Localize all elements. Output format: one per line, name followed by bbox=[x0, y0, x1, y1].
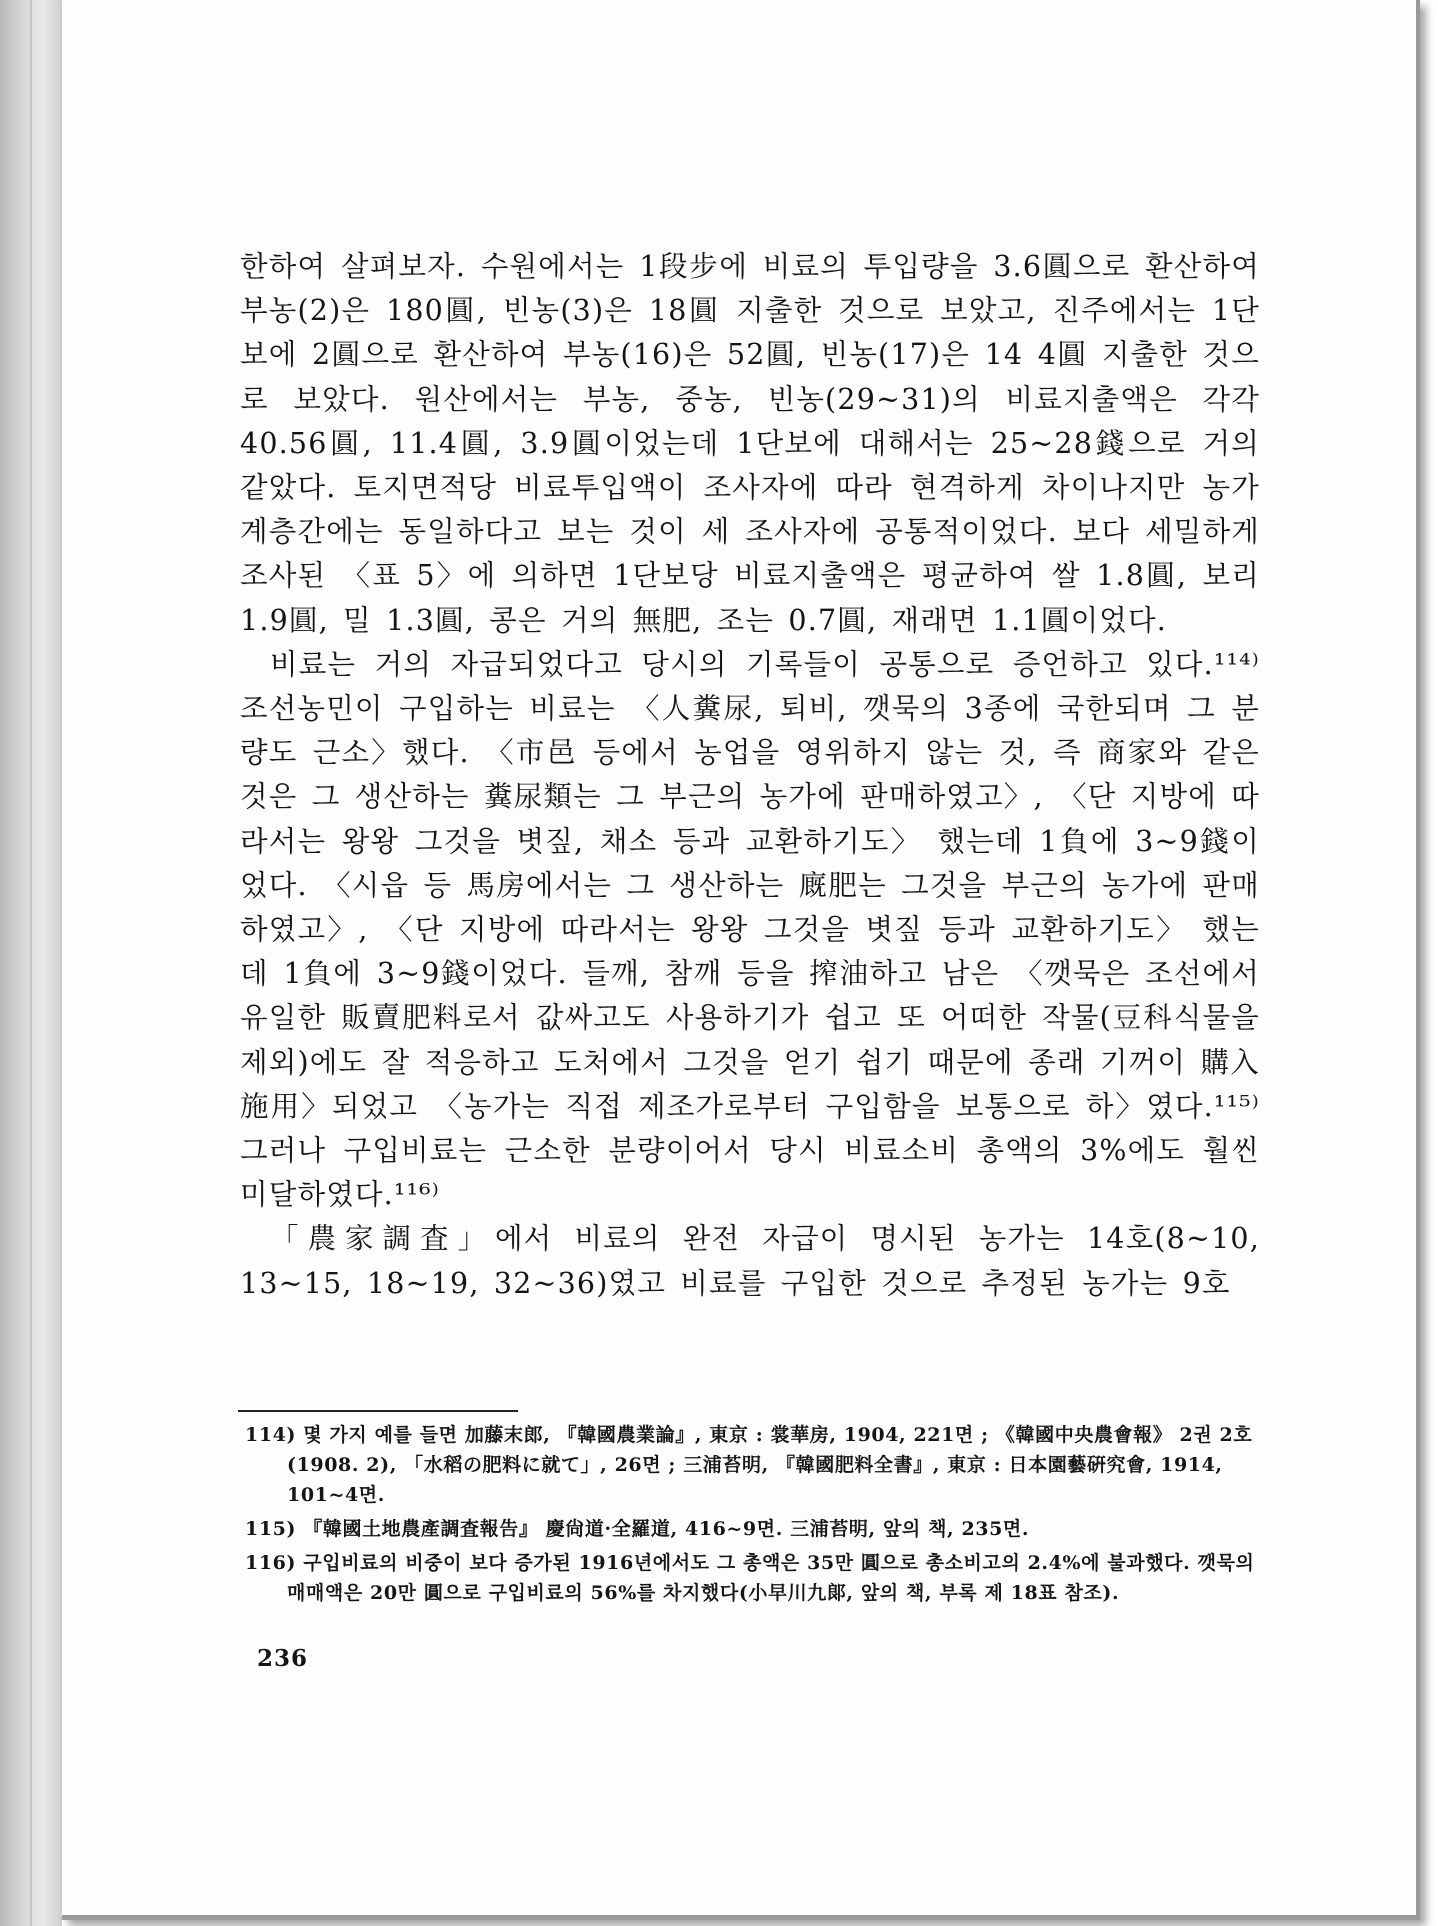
footnote-115 bbox=[245, 1514, 1255, 1544]
page-edge-line bbox=[30, 0, 32, 1926]
footnote-text: 『韓國土地農產調査報告』 慶尙道·全羅道, 416~9면. 三浦苔明, 앞의 책, 235면. bbox=[303, 1518, 1030, 1540]
body-text bbox=[240, 245, 1260, 1306]
footnote-number: 116) bbox=[245, 1552, 297, 1574]
body-paragraph-2: 비료는 거의 자급되었다고 당시의 기록들이 공통으로 증언하고 있다.¹¹⁴⁾ 조선농민이 구입하는 비료는 〈人糞尿, 퇴비, 깻묵의 3종에 국한되며 그 분량도 근소〉했다. 〈市邑 등에서 농업을 영위하지 않는 것, 즉 商家와 같은 것은 그 생산하는 糞尿類는 그 부근의 농가에 판매하였고〉, 〈단 지방에 따라서는 왕왕 그것을 볏짚, 채소 등과 교환하기도〉 했는데 1負에 3~9錢이었다. 〈시읍 등 馬房에서는 그 생산하는 廐肥는 그것을 부근의 농가에 판매하였고〉, 〈단 지방에 따라서는 왕왕 그것을 볏짚 등과 교환하기도〉 했는데 1負에 3~9錢이었다. 들깨, 참깨 등을 搾油하고 남은 〈깻묵은 조선에서 유일한 販賣肥料로서 값싸고도 사용하기가 쉽고 또 어떠한 작물(豆科식물을 제외)에도 잘 적응하고 도처에서 그것을 얻기 쉽기 때문에 종래 기꺼이 購入施用〉되었고 〈농가는 직접 제조가로부터 구입함을 보통으로 하〉였다.¹¹⁵⁾ 그러나 구입비료는 근소한 분량이어서 당시 비료소비 총액의 3%에도 훨씬 미달하였다.¹¹⁶⁾ bbox=[240, 647, 1260, 1212]
page-number: 236 bbox=[257, 1645, 309, 1672]
footnote-number: 114) bbox=[245, 1424, 297, 1446]
footnote-114 bbox=[245, 1420, 1255, 1510]
footnotes bbox=[245, 1420, 1255, 1612]
footnote-divider bbox=[238, 1410, 518, 1412]
body-paragraph-1: 한하여 살펴보자. 수원에서는 1段步에 비료의 투입량을 3.6圓으로 환산하여 부농(2)은 180圓, 빈농(3)은 18圓 지출한 것으로 보았고, 진주에서는 1단보에 2圓으로 환산하여 부농(16)은 52圓, 빈농(17)은 14 4圓 지출한 것으로 보았다. 원산에서는 부농, 중농, 빈농(29~31)의 비료지출액은 각각 40.56圓, 11.4圓, 3.9圓이었는데 1단보에 대해서는 25~28錢으로 거의 같았다. 토지면적당 비료투입액이 조사자에 따라 현격하게 차이나지만 농가계층간에는 동일하다고 보는 것이 세 조사자에 공통적이었다. 보다 세밀하게 조사된 〈표 5〉에 의하면 1단보당 비료지출액은 평균하여 쌀 1.8圓, 보리 1.9圓, 밀 1.3圓, 콩은 거의 無肥, 조는 0.7圓, 재래면 1.1圓이었다. bbox=[240, 250, 1260, 637]
footnote-text: 구입비료의 비중이 보다 증가된 1916년에서도 그 총액은 35만 圓으로 총소비고의 2.4%에 불과했다. 깻묵의 매매액은 20만 圓으로 구입비료의 56%를 차지했다(小早川九郞, 앞의 책, 부록 제 18표 참조). bbox=[287, 1552, 1255, 1604]
footnote-116 bbox=[245, 1548, 1255, 1608]
footnote-number: 115) bbox=[245, 1518, 297, 1540]
footnote-text: 몇 가지 예를 들면 加藤末郎, 『韓國農業論』, 東京 : 裳華房, 1904, 221면 ; 《韓國中央農會報》 2권 2호(1908. 2), 「水稻の肥料に就て」, 26면 ; 三浦苔明, 『韓國肥料全書』, 東京 : 日本園藝硏究會, 1914, 101~4면. bbox=[287, 1424, 1253, 1506]
book-page-stack-edge bbox=[0, 0, 62, 1926]
body-paragraph-3: 「農家調査」에서 비료의 완전 자급이 명시된 농가는 14호(8~10, 13~15, 18~19, 32~36)였고 비료를 구입한 것으로 추정된 농가는 9호 bbox=[240, 1222, 1260, 1300]
